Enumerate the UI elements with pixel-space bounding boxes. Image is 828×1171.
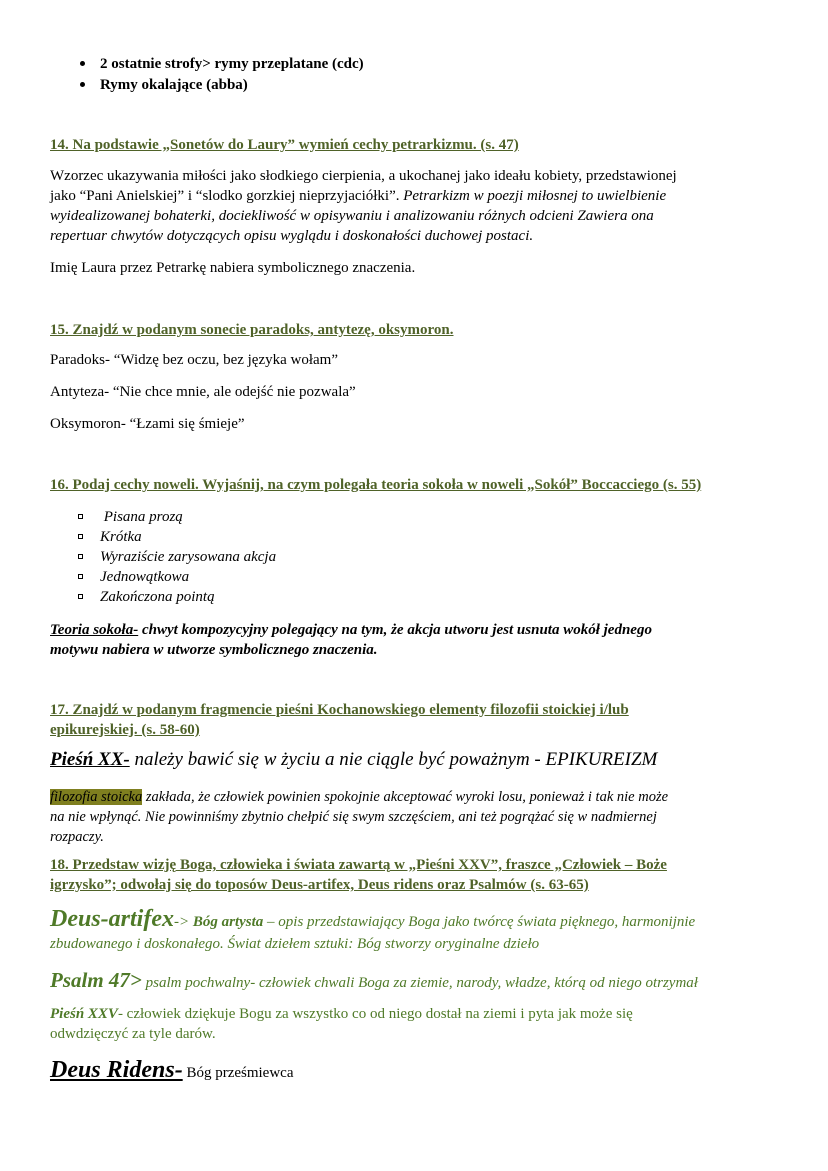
q16-feature-5: Zakończona pointą	[100, 589, 215, 605]
q18-artifex-line2: zbudowanego i doskonałego. Świat dziełem sztuki: Bóg stworzy oryginalne dzieło	[50, 936, 540, 952]
q18-piesn25-line1	[50, 1006, 633, 1023]
q18-psalm	[50, 968, 698, 993]
q16-feature-1	[100, 507, 183, 527]
teoria-text: chwyt kompozycyjny polegający na tym, że akcja utworu jest usnuta wokół jednego	[138, 622, 652, 638]
square-bullet	[78, 574, 83, 579]
q17-heading-2: epikurejskiej. (s. 58-60)	[50, 722, 200, 738]
q18-piesn25-line2: odwdzięczyć za tyle darów.	[50, 1026, 216, 1042]
artifex-text-1: – opis przedstawiający Boga jako twórcę świata pięknego, harmonijnie	[263, 914, 696, 930]
q17-stoicka-line2: na nie wpłynąć. Nie powinniśmy zbytnio chełpić się swym szczęściem, ani też pogrążać się w nadmiernej	[50, 809, 657, 825]
q14-line1: Wzorzec ukazywania miłości jako słodkiego cierpienia, a ukochanej jako ideału kobiety, przedstawionej	[50, 168, 677, 184]
q14-line4: repertuar chwytów dotyczących opisu wyglądu i doskonałości duchowej postaci.	[50, 228, 534, 244]
q18-ridens	[50, 1057, 293, 1084]
top-bullet-2: Rymy okalające (abba)	[100, 77, 248, 93]
artifex-label: Deus-artifex	[50, 906, 174, 932]
stoicka-text-1: zakłada, że człowiek powinien spokojnie akceptować wyroki losu, ponieważ i tak nie może	[142, 789, 669, 805]
q14-line2-a: jako “Pani Anielskiej” i “slodko gorzkiej nieprzyjaciółki”.	[50, 188, 400, 204]
q14-line3: wyidealizowanej bohaterki, dociekliwość w opisywaniu i analizowaniu różnych odcieni Zawiera ona	[50, 208, 654, 224]
square-bullet	[78, 534, 83, 539]
piesn-xx-label: Pieśń XX-	[50, 749, 130, 770]
piesn25-text-1: - człowiek dziękuje Bogu za wszystko co od niego dostał na ziemi i pyta jak może się	[117, 1006, 633, 1022]
q18-artifex-line1	[50, 906, 695, 933]
square-bullet	[78, 594, 83, 599]
q17-stoicka-line1	[50, 787, 668, 807]
piesn-xx-text: należy bawić się w życiu a nie ciągle być poważnym - EPIKUREIZM	[129, 749, 658, 770]
q17-stoicka-line3: rozpaczy.	[50, 829, 104, 845]
piesn25-label: Pieśń XXV	[50, 1006, 118, 1022]
bullet-dot	[80, 82, 85, 87]
q15-antyteza: Antyteza- “Nie chce mnie, ale odejść nie pozwala”	[50, 384, 356, 400]
q16-feature-2: Krótka	[100, 529, 142, 545]
q16-feature-1-text: Pisana prozą	[103, 509, 183, 525]
top-bullet-1: 2 ostatnie strofy> rymy przeplatane (cdc)	[100, 56, 364, 72]
ridens-label: Deus Ridens-	[50, 1057, 183, 1083]
q17-heading-1: 17. Znajdź w podanym fragmencie pieśni Kochanowskiego elementy filozofii stoickiej i/lub	[50, 702, 629, 718]
stoicka-highlight: filozofia stoicka	[50, 789, 143, 805]
q15-heading: 15. Znajdź w podanym sonecie paradoks, antytezę, oksymoron.	[50, 322, 454, 338]
square-bullet	[78, 554, 83, 559]
psalm-text: psalm pochwalny- człowiek chwali Boga za ziemie, narody, władze, którą od niego otrzymał	[141, 975, 698, 991]
q14-heading: 14. Na podstawie „Sonetów do Laury” wymień cechy petrarkizmu. (s. 47)	[50, 137, 519, 153]
q16-feature-4: Jednowątkowa	[100, 569, 190, 585]
ridens-text: Bóg prześmiewca	[182, 1065, 294, 1081]
q14-line2	[50, 186, 666, 206]
psalm-label: Psalm 47>	[50, 968, 142, 992]
square-bullet	[78, 514, 83, 519]
q18-heading-1: 18. Przedstaw wizję Boga, człowieka i świata zawartą w „Pieśni XXV”, fraszce „Człowiek – Boże	[50, 857, 667, 873]
q15-paradoks: Paradoks- “Widzę bez oczu, bez języka wołam”	[50, 352, 339, 368]
bullet-dot	[80, 61, 85, 66]
q17-piesn-xx	[50, 749, 657, 771]
q14-paragraph2: Imię Laura przez Petrarkę nabiera symbolicznego znaczenia.	[50, 260, 416, 276]
q16-feature-3: Wyraziście zarysowana akcja	[100, 549, 277, 565]
artifex-arrow: ->	[173, 914, 193, 930]
q16-teoria-line2: motywu nabiera w utworze symbolicznego znaczenia.	[50, 642, 378, 658]
q16-teoria-line1	[50, 620, 652, 640]
q14-line2-b: Petrarkizm w poezji miłosnej to uwielbienie	[403, 188, 667, 204]
artifex-bold: Bóg artysta	[192, 914, 264, 930]
q16-heading: 16. Podaj cechy noweli. Wyjaśnij, na czym polegała teoria sokoła w noweli „Sokół” Boccacciego (s. 55)	[50, 477, 702, 493]
q18-heading-2: igrzysko”; odwołaj się do toposów Deus-artifex, Deus ridens oraz Psalmów (s. 63-65)	[50, 877, 589, 893]
q15-oksymoron: Oksymoron- “Łzami się śmieje”	[50, 416, 245, 432]
teoria-label: Teoria sokoła-	[50, 622, 139, 638]
